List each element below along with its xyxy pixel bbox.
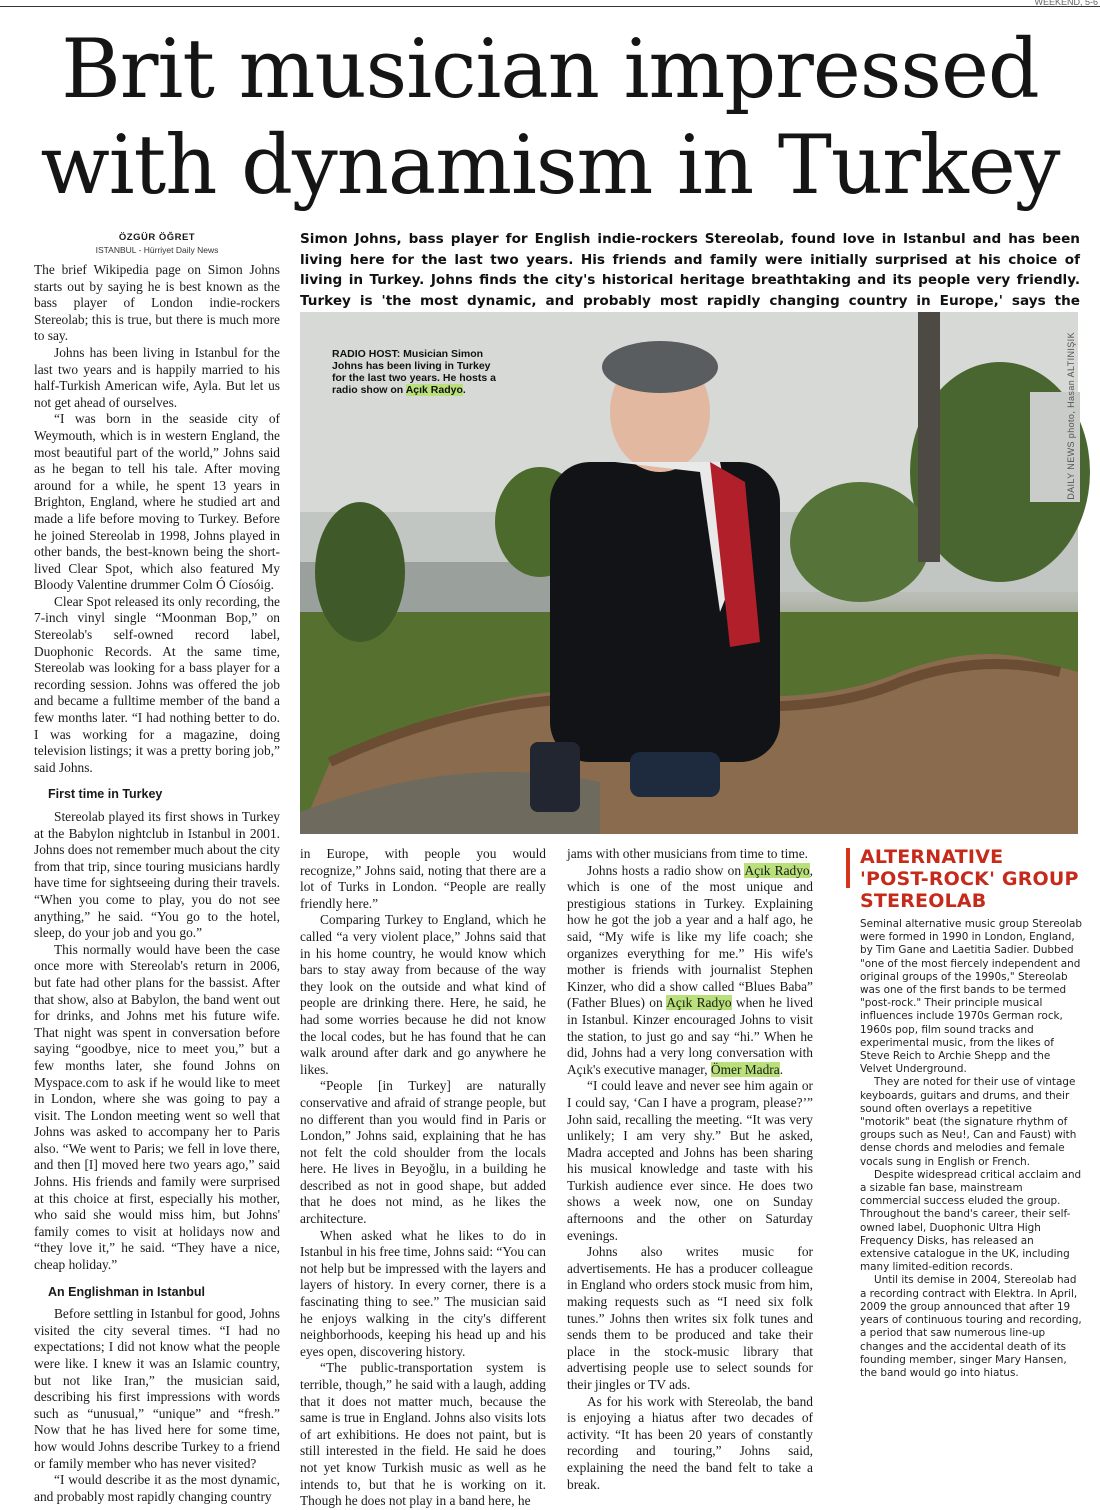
article-paragraph: This normally would have been the case once more with Stereolab's return in 2006, but fate had other plans for the bassist. After that show, also at Babylon, the band went out for drinks, and Johns met his future wife. That night was spent in conversation before saying “goodbye, nice to meet you,” but a few months later, she found Johns on Myspace.com to ask if he would like to meet in London, where she was going to pay a visit. The London meeting went so well that Johns was asked to accompany her to Paris also. “We went to Paris; we fell in love there, and then [I] moved here two years ago,” said Johns. His friends and family were surprised at this choice at first, especially his mother, who said she would miss him, but Johns' family comes to visit at holidays now and “they love it,” he said. “They have a nice, cheap holiday.”	[34, 941, 280, 1273]
article-paragraph: “I would describe it as the most dynamic, and probably most rapidly changing country	[34, 1472, 280, 1504]
link-omer-madra[interactable]: Ömer Madra	[710, 1061, 780, 1077]
text-run: when he lived in Istanbul. Kinzer encouraged Johns to visit the station, to just go and say “hi.” When he did, Johns had a very long conversation with Açık's executive manager,	[567, 995, 813, 1077]
photo-caption	[332, 348, 502, 396]
article-paragraph: “People [in Turkey] are naturally conservative and afraid of strange people, but no different than you would find in Paris or London,” Johns said, explaining that he has not felt the cold shoulder from the locals here. He lives in Beyoğlu, in a building he described as not in good shape, but added that he does not mind, as he likes the architecture.	[300, 1078, 546, 1227]
sidebar-box	[846, 846, 1082, 1476]
article-column-1	[34, 262, 280, 1504]
standfirst: Simon Johns, bass player for English indie-rockers Stereolab, found love in Istanbul and has been living here for the last two years. His friends and family were initially surprised at his choice of living in Turkey. Johns finds the city's historical heritage breathtaking and its people very friendly. Turkey is 'the most dynamic, and probably most rapidly changing country in Europe,' says the	[300, 231, 1080, 309]
running-head: WEEKEND, 5-6	[1034, 0, 1098, 7]
text-run: , which is one of the most unique and prestigious stations in Turkey. Explaining how he got the job a year and a half ago, he said, “My wife is like my life coach; she organizes everything for me.” His wife's mother is friends with journalist Stephen Kinzer, who did a show called “Blues Baba” (Father Blues) on	[567, 862, 813, 1011]
article-paragraph: As for his work with Stereolab, the band is enjoying a hiatus after two decades of activity. “It has been 20 years of constantly recording and touring,” Johns said, explaining the need the band felt to take a break.	[567, 1393, 813, 1492]
article-paragraph: jams with other musicians from time to time.	[567, 846, 808, 861]
headline-line-1: Brit musician impressed	[61, 23, 1039, 117]
article-paragraph: Johns has been living in Istanbul for the last two years and is happily married to his half-Turkish American wife, Ayla. But let us not get ahead of ourselves.	[34, 344, 280, 410]
dateline: ISTANBUL - Hürriyet Daily News	[95, 245, 219, 255]
caption-text: Musician Simon Johns has been living in Turkey for the last two years. He hosts a radio show on	[332, 348, 496, 396]
top-rule	[0, 6, 1100, 7]
sidebar-accent-bar	[846, 848, 850, 888]
article-paragraph: When asked what he likes to do in Istanbul in his free time, Johns said: “You can not help but be impressed with the layers and layers of history. In every corner, there is a fascinating thing to see.” The musician said he enjoys walking in the city's different neighborhoods, keeping his head up and his eyes open, discovering history.	[300, 1227, 546, 1359]
subheading-englishman: An Englishman in Istanbul	[48, 1284, 205, 1299]
headline-line-2: with dynamism in Turkey	[40, 119, 1060, 213]
sidebar-title-line: ALTERNATIVE	[860, 846, 1004, 868]
sidebar-title-line: STEREOLAB	[860, 890, 987, 912]
byline	[34, 232, 280, 255]
article-paragraph: “I could leave and never see him again or I could say, ‘Can I have a program, please?’” John said, recalling the meeting. “It was very unlikely; I am very shy.” But he asked, Madra accepted and Johns has been sharing his musical knowledge and taste with his Turkish audience ever since. He does two shows a week now, one on Sunday afternoons and the other on Saturday evenings.	[567, 1078, 813, 1243]
link-acik-radyo[interactable]: Açık Radyo	[666, 995, 732, 1011]
sidebar-paragraph: Despite widespread critical acclaim and a sizable fan base, mainstream commercial success eluded the group. Throughout the band's career, their self-owned label, Duophonic Ultra High Frequency Disks, has released an extensive catalogue in the UK, including many limited-edition records.	[860, 1168, 1082, 1274]
article-paragraph: in Europe, with people you would recognize,” Johns said, noting that there are a lot of Turks in London. “People are really friendly here.”	[300, 846, 546, 911]
sidebar-body	[860, 918, 1082, 1380]
sidebar-paragraph: Seminal alternative music group Stereolab were formed in 1990 in London, England, by Tim Gane and Laetitia Sadier. Dubbed "one of the most fiercely independent and original groups of the 1990s," Stereolab was one of the first bands to be termed "post-rock." Their principle musical influences include 1970s German rock, 1960s pop, film sound tracks and experimental music, from the likes of Steve Reich to Archie Shepp and the Velvet Underground.	[860, 918, 1082, 1076]
author-name: ÖZGÜR ÖĞRET	[118, 232, 196, 243]
article-paragraph: “I was born in the seaside city of Weymouth, which is in western England, the most beautiful part of the world,” Johns said as he began to tell his tale. After moving around for a while, he spent 13 years in Brighton, England, where he studied art and made a life before moving to Turkey. Before he joined Stereolab in 1998, Johns played in other bands, the best-known being the short-lived Clear Spot, which also featured My Bloody Valentine drummer Colm Ó Cíosóig.	[34, 411, 280, 593]
link-acik-radyo[interactable]: Açık Radyo	[744, 862, 810, 878]
sidebar-title	[860, 846, 1082, 912]
article-paragraph	[567, 863, 813, 1079]
article-paragraph: The brief Wikipedia page on Simon Johns starts out by saying he is best known as the bass player of London indie-rockers Stereolab; this is true, but there is much more to say.	[34, 262, 280, 344]
article-photo	[300, 312, 1078, 834]
caption-label: RADIO HOST:	[332, 348, 401, 360]
photo-credit: DAILY NEWS photo, Hasan ALTINIŞIK	[1066, 332, 1076, 500]
sidebar-paragraph: They are noted for their use of vintage keyboards, guitars and drums, and their sound often overlays a repetitive "motorik" beat (the signature rhythm of groups such as Neu!, Can and Faust) with dense chords and melodies and female vocals sung in English or French.	[860, 1076, 1077, 1168]
text-run: Johns hosts a radio show on	[587, 862, 742, 878]
headline	[0, 22, 1100, 214]
article-paragraph: Clear Spot released its only recording, the 7-inch vinyl single “Moonman Bop,” on Stereolab's self-owned record label, Duophonic Records. At the same time, Stereolab was looking for a bass player for a recording session. Johns was offered the job and became a fulltime member of the band a few months later. “I had nothing better to do. I was working for a magazine, doing television listings; it was a pretty boring job,” said Johns.	[34, 593, 280, 775]
caption-end: .	[462, 384, 466, 396]
sidebar-paragraph: Until its demise in 2004, Stereolab had a recording contract with Elektra. In April, 2009 the group announced that after 19 years of continuous touring and recording, a period that saw numerous line-up changes and the accidental death of its founding member, singer Mary Hansen, the band would go into hiatus.	[860, 1274, 1082, 1379]
article-paragraph: Johns also writes music for advertisements. He has a producer colleague in England who orders stock music from him, making requests such as “I need six folk tunes.” Johns then writes six folk tunes and sends them to be produced and take their place in the stock-music library that advertising people use to select sounds for their jingles or TV ads.	[567, 1244, 813, 1392]
caption-link-acik-radyo[interactable]: Açık Radyo	[405, 384, 463, 396]
article-paragraph: Stereolab played its first shows in Turkey at the Babylon nightclub in Istanbul in 2001. Johns does not remember much about the city from that trip, since touring musicians hardly have time for sightseeing during their travels. “When you come to play, you do not see anything,” he said. “You go to the hotel, sleep, do your job and you go.”	[34, 809, 280, 941]
article-column-3	[567, 846, 813, 1492]
article-column-2	[300, 846, 546, 1509]
sidebar-title-line: 'POST-ROCK' GROUP	[860, 868, 1079, 890]
text-run: .	[779, 1061, 784, 1077]
article-paragraph: Before settling in Istanbul for good, Johns visited the city several times. “I had no expectations; I did not know what the people were like. I knew it was an Islamic country, but not like Iran,” the musician said, describing his first impressions with words such as “unusual,” “unique” and “fresh.” Now that he has lived here for some time, how would Johns describe Turkey to a friend or family member who has never visited?	[34, 1306, 280, 1471]
article-paragraph: “The public-transportation system is terrible, though,” he said with a laugh, adding that it does not matter much, because the same is true in England. Johns also visits lots of art exhibitions. He does not paint, but is still interested in the field. He said he does not yet know Turkish music as well as he intends to, but that he is working on it. Though he does not play in a band here, he	[300, 1360, 546, 1509]
subheading-first-time: First time in Turkey	[48, 787, 163, 802]
article-paragraph: Comparing Turkey to England, which he called “a very violent place,” Johns said that in his home country, he would know which bars to stay away from because of the way they look on the outside and what kind of people are drinking there. Here, he said, he had some worries because he did not know the local codes, but he has found that he can walk around after dark and go anywhere he likes.	[300, 912, 546, 1077]
